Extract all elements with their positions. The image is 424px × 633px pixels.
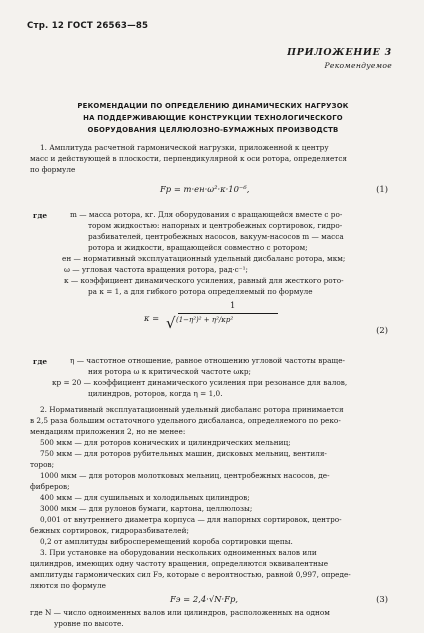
p2-line-7: 1000 мкм — для роторов молотковых мельниц, центробежных насосов, де- — [40, 471, 330, 480]
sqrt-sign: √ — [166, 314, 176, 332]
p2-line-3: мендациям приложения 2, но не менее: — [30, 427, 186, 436]
def1-line-3: разбивателей, центробежных насосов, вакуум-насосов m — масса — [88, 232, 344, 241]
formula-2-numerator: 1 — [230, 300, 236, 310]
final-line-2: уровне по высоте. — [54, 619, 124, 628]
p2-line-13: 0,2 от амплитуды вибросперемещений короба сортировки щепы. — [40, 537, 293, 546]
appendix-label: ПРИЛОЖЕНИЕ 3 — [287, 47, 392, 58]
def2-line-3: κp = 20 — коэффициент динамического усиления при резонансе для валов, — [52, 378, 348, 387]
formula-3-number: (3) — [376, 594, 388, 604]
formula-2-lhs: κ = — [144, 313, 160, 323]
p2-line-1: 2. Нормативный эксплуатационный удельный дисбаланс ротора принимается — [40, 405, 344, 414]
p3-line-3: амплитуды гармонических сил Fэ, которые с вероятностью, равной 0,997, опреде- — [30, 570, 351, 579]
p3-line-1: 3. При установке на оборудовании нескольких одноименных валов или — [40, 548, 317, 557]
p2-line-9: 400 мкм — для сушильных и холодильных цилиндров; — [40, 493, 250, 502]
p2-line-12: бежных сортировок, гидроразбивателей; — [30, 526, 189, 535]
def1-line-8: ра κ = 1, а для гибкого ротора определяемый по формуле — [88, 287, 313, 296]
p3-line-4: ляются по формуле — [30, 581, 106, 590]
def2-line-1: η — частотное отношение, равное отношению угловой частоты враще- — [70, 356, 345, 365]
formula-2-number: (2) — [376, 325, 388, 335]
def1-line-6: ω — угловая частота вращения ротора, рад·с⁻¹; — [64, 265, 249, 274]
p1-line-1: 1. Амплитуда расчетной гармонической нагрузки, приложенной к центру — [40, 143, 329, 152]
title-line-3: ОБОРУДОВАНИЯ ЦЕЛЛЮЛОЗНО-БУМАЖНЫХ ПРОИЗВОДСТВ — [87, 126, 339, 134]
p2-line-2: в 2,5 раза большим остаточного удельного дисбаланса, определяемого по реко- — [30, 416, 341, 425]
formula-1-number: (1) — [376, 184, 388, 194]
where-label-1: где — [33, 211, 47, 220]
p2-line-6: торов; — [30, 460, 55, 469]
def1-line-7: κ — коэффициент динамического усиления, равный для жесткого рото- — [64, 276, 344, 285]
p2-line-5: 750 мкм — для роторов рубительных машин, дисковых мельниц, вентиля- — [40, 449, 327, 458]
p2-line-4: 500 мкм — для роторов конических и цилиндрических мельниц; — [40, 438, 291, 447]
p2-line-8: фибреров; — [30, 482, 70, 491]
formula-1: Fр = m·eн·ω²·κ·10⁻⁶, — [160, 184, 250, 194]
p2-line-10: 3000 мкм — для рулонов бумаги, картона, целлюлозы; — [40, 504, 253, 513]
page-header: Стр. 12 ГОСТ 26563—85 — [27, 21, 149, 31]
formula-3: Fэ = 2,4·√N·Fр, — [170, 594, 238, 604]
title-line-2: НА ПОДДЕРЖИВАЮЩИЕ КОНСТРУКЦИИ ТЕХНОЛОГИЧЕСКОГО — [83, 114, 343, 122]
def1-line-4: ротора и жидкости, вращающейся совместно с ротором; — [88, 243, 308, 252]
def2-line-2: ния ротора ω к критической частоте ωкр; — [88, 367, 252, 376]
def1-line-2: тором жидкостью: напорных и центробежных сортировок, гидро- — [88, 221, 343, 230]
appendix-note: Рекомендуемое — [324, 61, 392, 70]
title-line-1: РЕКОМЕНДАЦИИ ПО ОПРЕДЕЛЕНИЮ ДИНАМИЧЕСКИХ НАГРУЗОК — [77, 102, 349, 110]
p1-line-2: масс и действующей в плоскости, перпендикулярной к оси ротора, определяется — [30, 154, 348, 163]
def1-line-1: m — масса ротора, кг. Для оборудования с вращающейся вместе с ро- — [70, 210, 343, 219]
p2-line-11: 0,001 от внутреннего диаметра корпуса — для напорных сортировок, центро- — [40, 515, 342, 524]
p1-line-3: по формуле — [30, 165, 76, 174]
fraction-bar — [178, 313, 278, 314]
def1-line-5: eн — нормативный эксплуатационный удельный дисбаланс ротора, мкм; — [62, 254, 346, 263]
final-line-1: где N — число одноименных валов или цилиндров, расположенных на одном — [30, 608, 330, 617]
formula-2-denominator: (1−η²)² + η²/κp² — [176, 316, 234, 324]
def2-line-4: цилиндров, роторов, когда η = 1,0. — [88, 389, 223, 398]
formula-2-fraction — [166, 300, 290, 340]
where-label-2: где — [33, 357, 47, 366]
p3-line-2: цилиндров, имеющих одну частоту вращения, определяются эквивалентные — [30, 559, 329, 568]
